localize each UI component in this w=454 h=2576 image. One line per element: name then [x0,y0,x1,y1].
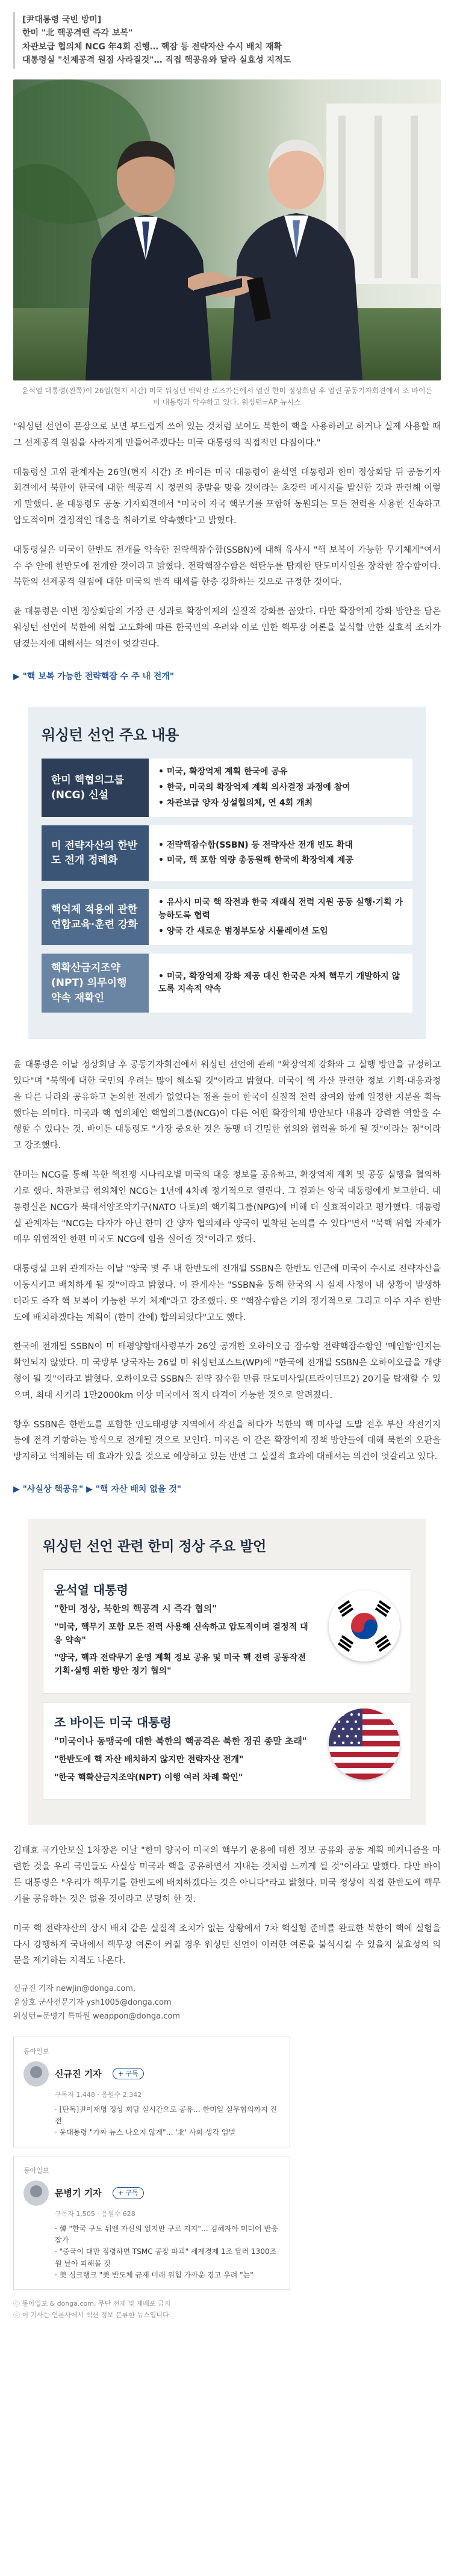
reporter-article-link[interactable]: · 韓 "한국 구도 뒤엔 자신의 없지만 구로 지지"… 김혜자아 미디어 반응 잡가 [55,2224,278,2245]
reporter-name[interactable]: 신규진 기자 [55,2068,102,2079]
paragraph: 한미는 NCG를 통해 북한 핵전쟁 시나리오별 미국의 대응 정보를 공유하고, 확장억제 계획 및 공동 실행을 협의하기로 했다. 차관보급 협의체인 NCG는 1년에 4차례 정기적으로 열린다. 그 결과는 양국 대통령에게 보고한다. 대통령실은 NCG가 북대서양조약기구(NATO 나토)의 핵기획그룹(NPG)에 비해 더 실효적이라고 평가했다. 대통령실 관계자는 "NCG는 다자가 아닌 한미 간 양자 협의체라 양국이 밀착된 논의를 수 있다"면서 "북핵 위협 자체가 매우 위협적인 한편 미국도 NCG에 힘을 실어줄 것"이라고 했다. [13,1170,441,1245]
subscribe-button[interactable]: + 구독 [113,2187,144,2199]
copyright-footer [13,2298,441,2321]
speaker-quote: "미국, 핵무기 포함 모든 전력 사용해 신속하고 압도적이며 결정적 대응 약속" [54,1622,308,1645]
speaker-headline: "미국이나 동맹국에 대한 북한의 핵공격은 북한 정권 종말 초래" [54,1735,307,1746]
infobox-row-items [149,889,412,945]
related-article-link[interactable]: ▶ "핵 보복 가능한 전략핵잠 수 주 내 전개" [13,671,175,681]
paragraph: 윤 대통령은 이번 정상회담의 가장 큰 성과로 확장억제의 실질적 강화를 꼽았다. 다만 확장억제 강화 방안을 담은 워싱턴 선언에 북한에 위협 고도화에 따른 한국민의 우려와 이로 인한 핵무장 여론을 불식할 만한 실효적 조치가 담겼는지에 대해서는 의견이 엇갈린다. [13,607,441,649]
reporter-byline: 윤상호 군사전문기자 ysh1005@donga.com [13,1997,172,2007]
infobox-row-label: 미 전략자산의 한반도 전개 정례화 [42,825,149,881]
reporter-byline: 워싱턴=문병기 특파원 weappon@donga.com [13,2011,181,2021]
washington-declaration-infobox [28,707,426,1039]
article-subheadings [13,12,441,69]
usa-flag-icon [329,1709,400,1780]
reporter-article-link[interactable]: · "중국이 대만 점령하면 TSMC 공장 파괴" 세계경제 1조 달러 1300조원 날아 피해볼 것 [55,2247,277,2268]
infobox-item: • 양국 간 새로운 범정부도상 시뮬레이션 도입 [158,926,328,936]
infobox-row [42,889,412,945]
speaker-name: 조 바이든 미국 대통령 [54,1715,172,1730]
paragraph: "워싱턴 선언이 문장으로 보면 부드럽게 쓰여 있는 것처럼 보여도 북한이 핵을 사용하려고 하거나 실제 사용할 때 그 선제공격 원점을 사라지게 만들어주겠다는 미국 대통령의 직접적인 다짐이다." [13,421,441,448]
speaker-quote: "한국 핵확산금지조약(NPT) 이행 여러 차례 확인" [54,1772,243,1783]
reporter-byline: 신규진 기자 newjin@donga.com, [13,1984,136,1994]
subheading: 한미 "北 핵공격땐 즉각 보복" [22,28,133,39]
infobox-row-label: 핵확산금지조약(NPT) 의무이행 약속 재확인 [42,954,149,1013]
paragraph: 향후 SSBN은 한반도를 포함한 인도태평양 지역에서 작전을 하다가 북한의 핵 미사일 도발 전후 부산 작전기지 등에 전격 기항하는 방식으로 전개될 것으로 보인다. 미국은 이 같은 확장억제 정책 방안들에 대해 북한의 오판을 방지하고 억제하는 데 효과가 있을 것으로 예상하고 있는 반면 그 실질적 효과에 대해서는 의견이 엇갈리고 있다. [13,1420,441,1462]
infobox-row [42,759,412,817]
classification-note: ⓒ 이 기사는 언론사에서 섹션 정보 분류한 뉴스입니다. [13,2311,172,2319]
reporter-card [13,2156,290,2289]
subscribe-button[interactable]: + 구독 [113,2068,144,2080]
paragraph: 김태효 국가안보실 1차장은 이날 "한미 양국이 미국의 핵무기 운용에 대한 정보 공유와 공동 계획 메커니즘을 마련한 것을 우리 국민들도 사실상 미국과 핵을 공유하면서 지내는 것처럼 느끼게 될 것"이라고 말했다. 다만 바이든 대통령은 "우리가 핵무기를 한반도에 배치하겠다는 것은 아니다"라고 밝혔다. 미국 정상이 직접 한반도에 핵무기를 공유하는 것은 없을 것이라고 분명히 한 것. [13,1846,441,1904]
reporter-stats: 구독자 1,505 · 응원수 628 [55,2209,135,2218]
speaker-headline: "한미 정상, 북한의 핵공격 시 즉각 협의" [54,1603,217,1614]
leaders-remarks-box [28,1519,426,1825]
paragraph: 윤 대통령은 이날 정상회담 후 공동기자회견에서 워싱턴 선언에 관해 "확장억제 강화와 그 실행 방안을 규정하고 있다"며 "북핵에 대한 국민의 우려는 많이 해소될 것"이라고 밝혔다. 미국이 핵 자산 관련한 정보 기획·대응과정을 다른 나라와 공유하고 논의한 전례가 없었다는 점을 들어 한국이 실질적 전력 참여와 함께 일정한 지분을 획득했다는 의미다. 미국과 핵 협의체인 핵협의그룹(NCG)이 다른 어떤 확장억제 방안보다 내용과 강력한 역할을 수행할 수 있다는 것. 바이든 대통령도 "가장 중요한 것은 동맹 더 긴밀한 협의와 협력을 하게 될 것"이라는 점"이라고 강조했다. [13,1060,441,1151]
speaker-card-yoon [43,1569,411,1693]
photo-caption: 윤석열 대통령(왼쪽)이 26일(현지 시간) 미국 워싱턴 백악관 로즈가든에서 열린 한미 정상회담 후 열린 공동기자회견에서 조 바이든 미 대통령과 악수하고 있다. 워싱턴=AP 뉴시스 [21,386,433,406]
subheading: 대통령실 "선제공격 원점 사라질것"… 직접 핵공유와 달라 실효성 지적도 [22,55,291,66]
infobox-item: • 미국, 확장억제 강화 제공 대신 한국은 자체 핵무기 개발하지 않도록 지속적 약속 [158,971,400,995]
remarks-title: 워싱턴 선언 관련 한미 정상 주요 발언 [43,1538,266,1554]
speaker-name: 윤석열 대통령 [54,1582,128,1597]
infobox-item: • 한국, 미국의 확장억제 계획 의사결정 과정에 참여 [158,782,350,792]
speaker-card-biden [43,1702,411,1800]
reporter-article-link[interactable]: · 美 싱크탱크 "美 반도체 규제 미래 위험 가까운 경고 우려 "는" [55,2270,253,2279]
press-brand: 동아일보 [23,2047,49,2056]
infobox-item: • 미국, 확장억제 계획 한국에 공유 [158,767,288,777]
infobox-item: • 유사시 미국 핵 작전과 한국 재래식 전력 지원 공동 실행·기획 가능하도록 협력 [158,898,403,920]
reporter-name[interactable]: 문병기 기자 [55,2187,102,2199]
paragraph: 미국 핵 전략자산의 상시 배치 같은 실질적 조치가 없는 상황에서 7차 핵실험 준비를 완료한 북한이 핵에 실험을 다시 강행하게 국내에서 핵무장 여론이 커질 경우 워싱턴 선언이 이러한 여론을 불식시킬 수 있을지 실효성의 의문을 제기하는 지적도 나온다. [13,1923,441,1966]
infobox-row-items [149,825,412,881]
copyright-text: ⓒ 동아일보 & donga.com, 무단 전재 및 재배포 금지 [13,2299,171,2308]
press-brand: 동아일보 [23,2167,49,2175]
reporter-card-head [23,2180,280,2206]
infobox-row-items [149,759,412,817]
korea-flag-icon [329,1591,400,1662]
infobox-item: • 미국, 핵 포함 역량 총동원해 한국에 확장억제 제공 [158,855,353,866]
reporter-stats: 구독자 1,448 · 응원수 2,342 [55,2090,142,2099]
infobox-item: • 전략핵잠수함(SSBN) 등 전략자산 전개 빈도 확대 [158,840,353,850]
paragraph: 대통령실은 미국이 한반도 전개를 약속한 전략핵잠수함(SSBN)에 대해 유사시 "핵 보복이 가능한 무기체계"여서 수 주 안에 한반도에 전개할 것이라고 밝혔다. 전략핵잠수함은 핵탄두를 탑재한 탄도미사일을 장착한 잠수함이다. 북한의 선제공격 원점에 대한 미국의 반격 태세를 한층 강화하는 것으로 규정한 것이다. [13,545,441,588]
reporter-article-link[interactable]: · [단독]尹이재명 정상 회담 실시간으로 공유… 한미일 실무협의까지 진전 [55,2105,278,2126]
infobox-row-label: 핵억제 적용에 관한 연합교육·훈련 강화 [42,889,149,945]
infobox-item: • 차관보급 양자 상설협의체, 연 4회 개최 [158,798,313,808]
infobox-row [42,954,412,1013]
infobox-row-items [149,954,412,1013]
paragraph: 대통령실 고위 관계자는 이날 "양국 몇 주 내 한반도에 전개될 SSBN은 한반도 인근에 미국이 수시로 전략자산을 이동시키고 배치하게 될 것"이라고 밝혔다. 이 관계자는 "SSBN을 통해 한국의 시 실제 사정이 내 상황이 발생하더라도 즉각 핵 보복이 가능한 무기 체계"라고 강조했다. 또 "핵잠수함은 거의 정기적으로 그리고 아주 자주 한반도에 배치하겠다는 계획이 (한미 간에) 합의되었다"고도 했다. [13,1264,441,1323]
reporter-article-link[interactable]: · 윤대통령 "가짜 뉴스 나오지 않게"… '北' 사회 생각 엄벌 [55,2128,236,2137]
handshake-photo [13,79,441,380]
paragraph: 한국에 전개될 SSBN이 미 태평양함대사령부가 26일 공개한 오하이오급 잠수함 전략핵잠수함인 '메인함'인지는 확인되지 않았다. 미 국방부 당국자는 26일 미 워싱턴포스트(WP)에 "한국에 전개될 SSBN은 오하이오급을 개량형이 될 것"이라고 밝혔다. 오하이오급 SSBN은 전략 잠수함 만큼 탄도미사일(트라이던트2) 20기를 탑재할 수 있으며, 최대 사거리 1만2000km 이상 미국에서 적지 타격이 가능한 것으로 알려졌다. [13,1342,441,1400]
subheading: 차관보급 협의체 NCG 年4회 진행… 핵잠 등 전략자산 수시 배치 재확 [22,42,282,52]
article-photo [13,79,441,380]
avatar [23,2061,49,2087]
infobox-row [42,825,412,881]
paragraph: 대통령실 고위 관계자는 26일(현지 시간) 조 바이든 미국 대통령이 윤석열 대통령과 한미 정상회담 뒤 공동기자회견에서 북한이 한국에 대한 핵공격 시 정권의 종말을 맞을 것이라는 초강력 메시지를 발신한 것과 관련해 이렇게 말했다. 윤 대통령도 공동 기자회견에서 "미국이 자국 핵무기를 포함해 동원되는 모든 전력을 사용한 신속하고 압도적이며 결정적인 대응을 취하기로 약속했다"고 밝혔다. [13,467,441,526]
infobox-title: 워싱턴 선언 주요 내용 [42,727,179,744]
reporter-card [13,2037,290,2147]
avatar [23,2180,49,2206]
reporter-card-head [23,2061,280,2087]
speaker-quote: "양국, 핵과 전략무기 운영 계획 정보 공유 및 미국 핵 전력 공동작전 기획·실행 위한 방안 정기 협의" [54,1653,306,1677]
infobox-row-label: 한미 핵협의그룹(NCG) 신설 [42,759,149,817]
speaker-quote: "한반도에 핵 자산 배치하지 않지만 전략자산 전개" [54,1755,244,1765]
subheading: [尹대통령 국빈 방미] [22,15,102,25]
reporter-bylines [13,1982,441,2023]
related-article-links[interactable]: ▶ "사실상 핵공유" ▶ "핵 자산 배치 없을 것" [13,1485,182,1495]
